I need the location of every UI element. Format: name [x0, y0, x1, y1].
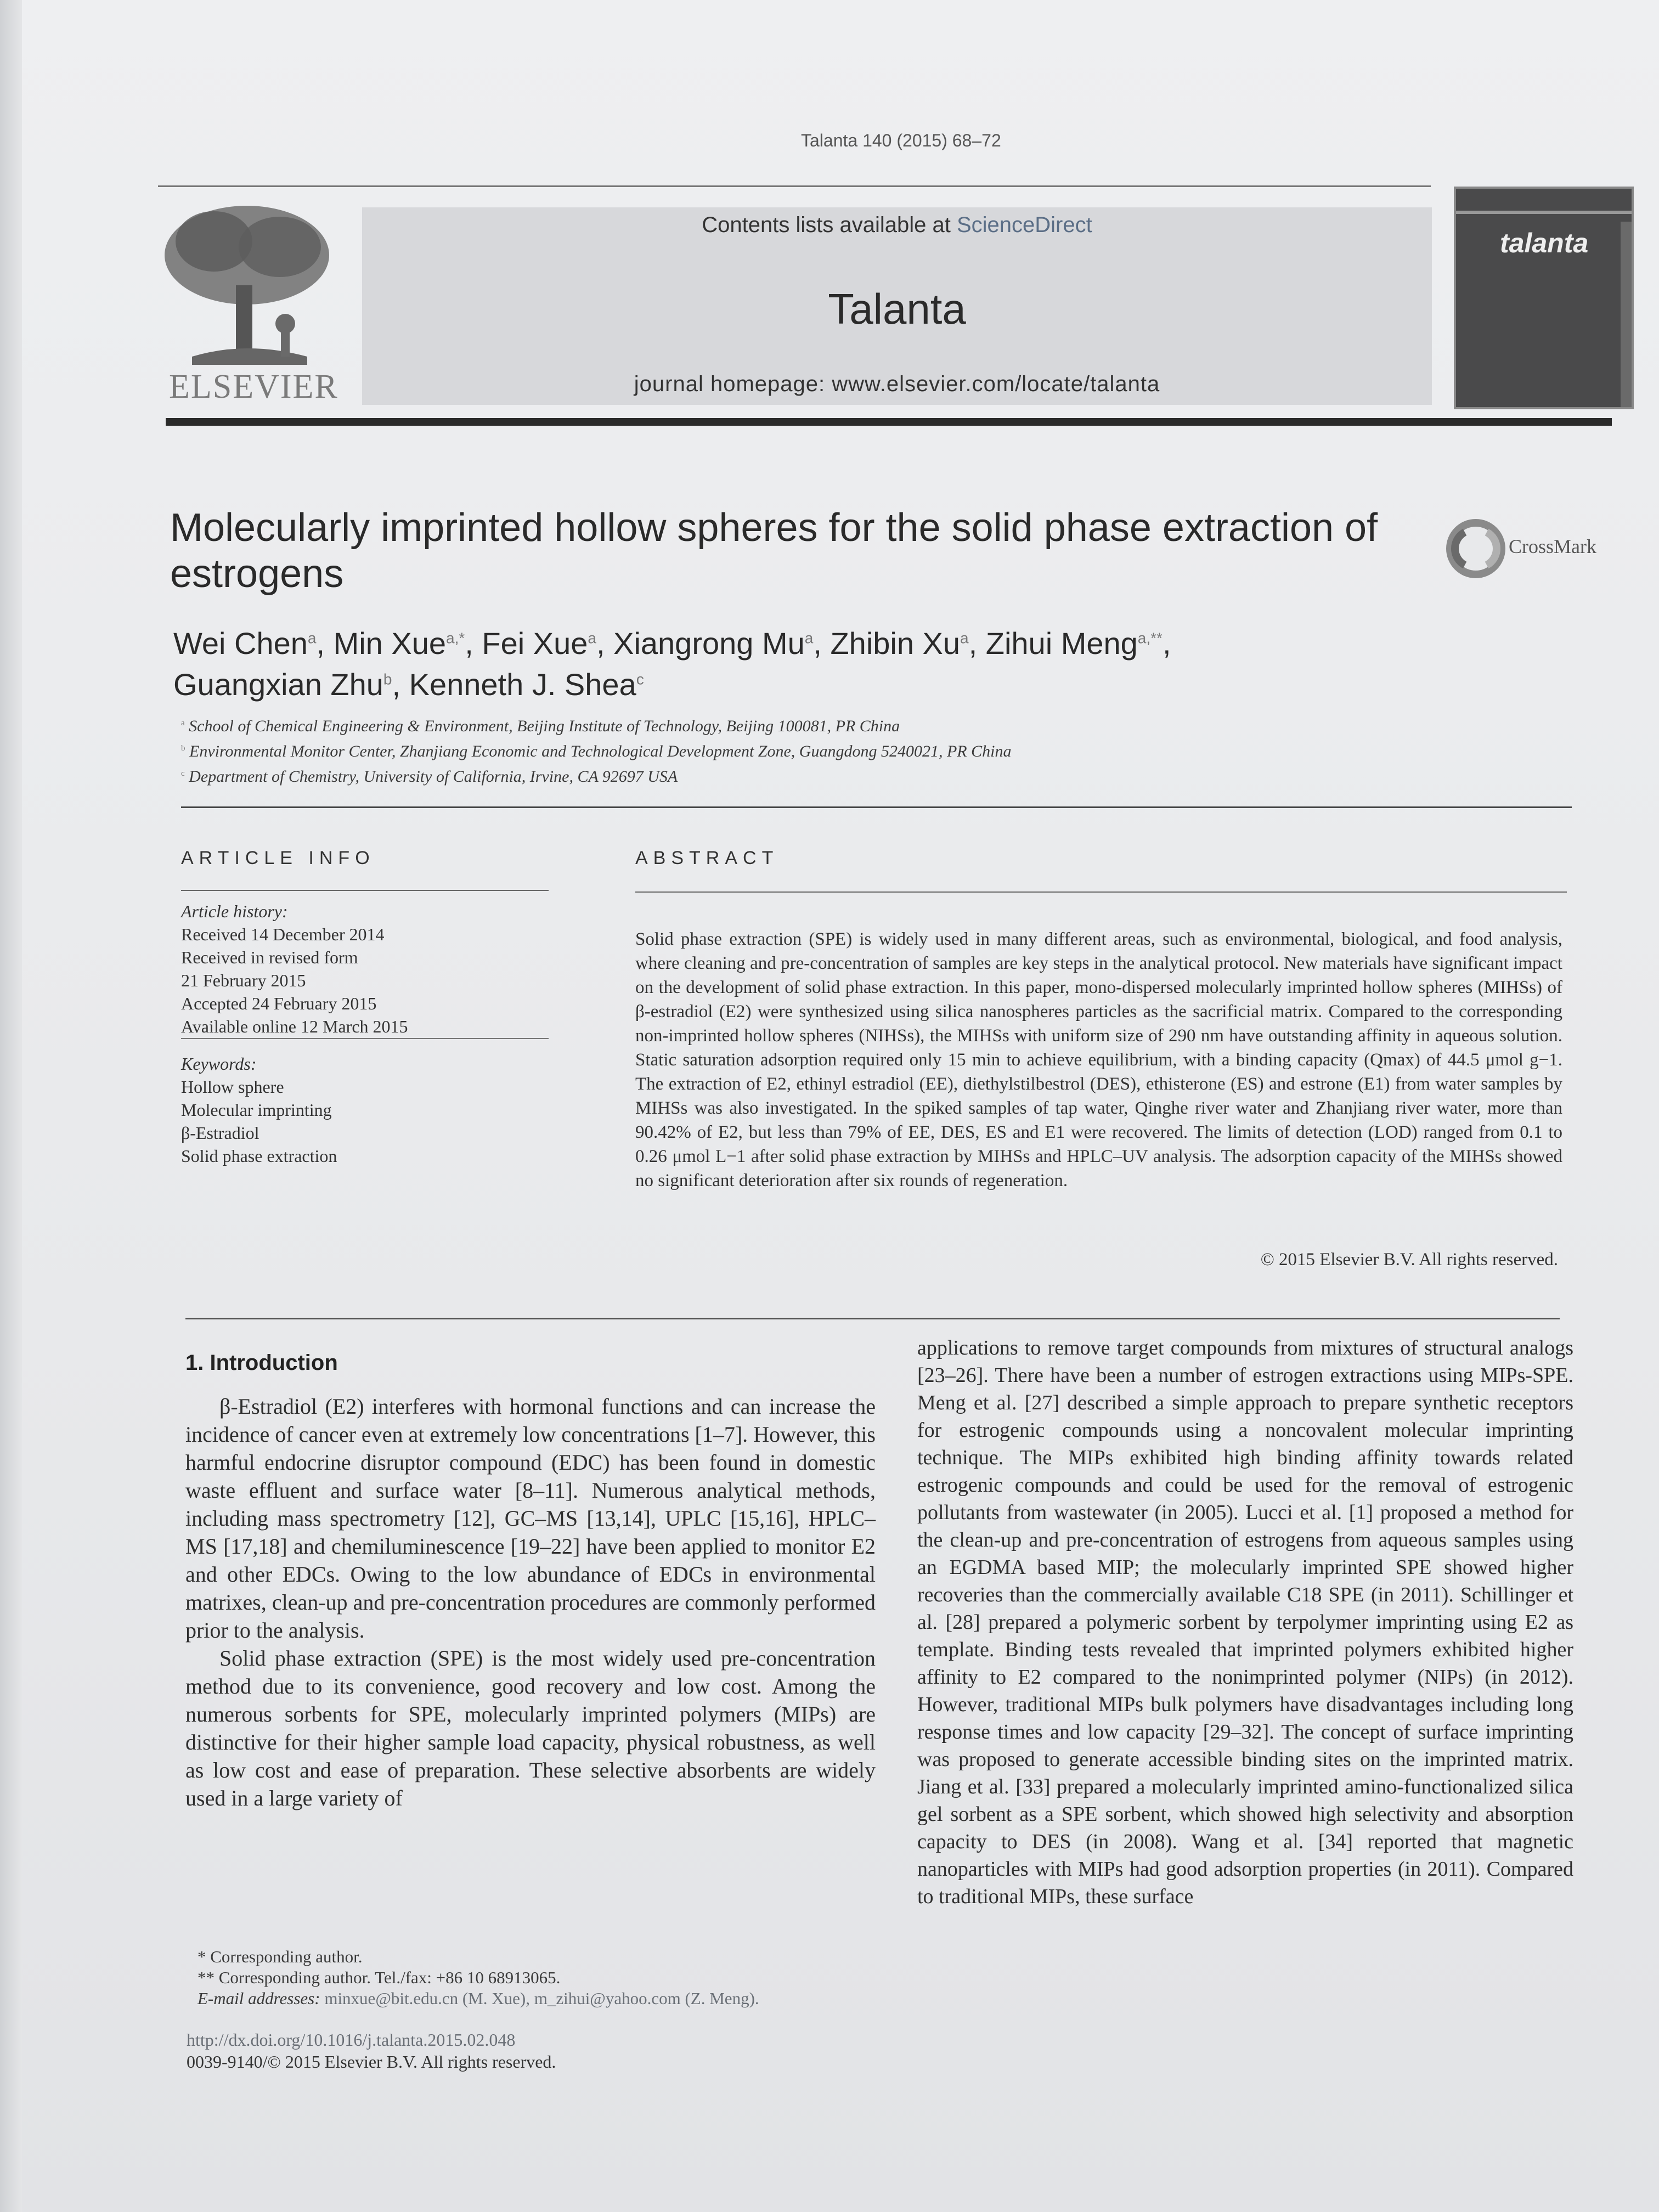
affiliation: $^b$ Environmental Monitor Center, Zhanjiang Economic and Technological Development Zone, Guangdong 5240021, PR China [181, 742, 1012, 760]
keyword: Hollow sphere [181, 1077, 284, 1097]
cover-spine [1621, 222, 1632, 407]
elsevier-logo [159, 203, 338, 406]
homepage-prefix: journal homepage: [634, 372, 832, 396]
section-heading-introduction: 1. Introduction [185, 1351, 338, 1375]
history-item: Accepted 24 February 2015 [181, 994, 377, 1013]
journal-title: Talanta [828, 285, 966, 333]
doi-link[interactable]: http://dx.doi.org/10.1016/j.talanta.2015.02.048 [187, 2030, 516, 2050]
history-item: Received in revised form [181, 947, 358, 967]
contents-prefix: Contents lists available at [702, 213, 957, 237]
author-list: Wei Chen$^a$, Min Xue$^{a,*}$, Fei Xue$^a$, Xiangrong Mu$^a$, Zhibin Xu$^a$, Zihui Meng$^{a,**}$, Guangxian Zhu$^b$, Kenneth J. Shea$^c$ [173, 625, 1171, 702]
history-rule [181, 1038, 549, 1039]
author[interactable]: Wei Chen$^a$ [173, 625, 317, 661]
header-thick-rule [166, 418, 1612, 426]
article-title: Molecularly imprinted hollow spheres for the solid phase extraction of estrogens [170, 506, 1378, 596]
cover-title: talanta [1500, 228, 1589, 258]
keywords-heading: Keywords: [181, 1054, 257, 1074]
author[interactable]: Zihui Meng$^{a,**}$ [985, 625, 1163, 661]
crossmark-label[interactable]: CrossMark [1509, 535, 1596, 557]
sciencedirect-link[interactable]: ScienceDirect [956, 213, 1092, 237]
affiliation-rule [181, 806, 1572, 808]
history-item: Received 14 December 2014 [181, 924, 385, 944]
affiliations [181, 712, 1498, 788]
author[interactable]: Fei Xue$^a$ [482, 625, 596, 661]
keywords [181, 1052, 554, 1167]
homepage-link[interactable]: www.elsevier.com/locate/talanta [832, 372, 1160, 396]
email-line [198, 1988, 883, 2009]
journal-reference: Talanta 140 (2015) 68–72 [801, 131, 1001, 150]
body-rule [185, 1318, 1560, 1319]
journal-header-box [362, 207, 1432, 405]
article-info-heading: ARTICLE INFO [181, 848, 375, 868]
author[interactable]: Guangxian Zhu$^b$ [173, 667, 392, 702]
keyword: β-Estradiol [181, 1123, 259, 1143]
paper-page [22, 0, 1659, 2212]
corresponding-author-note: ** Corresponding author. Tel./fax: +86 10 68913065. [198, 1968, 561, 1987]
elsevier-tree-icon [159, 203, 335, 368]
corresponding-author-note: * Corresponding author. [198, 1947, 363, 1966]
journal-homepage [362, 372, 1432, 397]
article-history [181, 900, 554, 1038]
footnotes [198, 1946, 883, 2009]
affiliation: $^a$ School of Chemical Engineering & Environment, Beijing Institute of Technology, Beijing 100081, PR China [181, 717, 900, 735]
history-item: Available online 12 March 2015 [181, 1017, 408, 1036]
abstract-copyright: © 2015 Elsevier B.V. All rights reserved. [1260, 1250, 1558, 1269]
author[interactable]: Xiangrong Mu$^a$ [613, 625, 814, 661]
author[interactable]: Min Xue$^{a,*}$ [333, 625, 465, 661]
affiliation: $^c$ Department of Chemistry, University of California, Irvine, CA 92697 USA [181, 768, 678, 786]
paragraph: applications to remove target compounds from mixtures of structural analogs [23–26]. There have been a number of estrogen extractions using MIPs-SPE. Meng et al. [27] described a simple approach to prepare synthetic receptors for estrogenic compounds using a noncovalent molecular imprinting technique. The MIPs exhibited high binding affinity towards related estrogenic compounds and could be used for the removal of estrogenic pollutants from wastewater (in 2005). Lucci et al. [1] proposed a method for the clean-up and pre-concentration of estrogens from aqueous samples using an EGDMA based MIP; the molecularly imprinted SPE showed higher recoveries than the commercially available C18 SPE (in 2011). Schillinger et al. [28] prepared a polymeric sorbent by terpolymer imprinting using E2 as template. Binding tests revealed that imprinted polymers exhibited higher affinity to E2 compared to the nonimprinted polymer (NIPs) (in 2012). However, traditional MIPs bulk polymers have disadvantages including long response times and low capacity [29–32]. The concept of surface imprinting was proposed to generate accessible binding sites on the imprinted matrix. Jiang et al. [33] prepared a molecularly imprinted amino-functionalized silica gel sorbent as a SPE sorbent, which showed high selectivity and absorption capacity to DES (in 2008). Wang et al. [34] reported that magnetic nanoparticles with MIPs had good adsorption properties (in 2011). Compared to traditional MIPs, these surface [917, 1336, 1573, 1908]
author[interactable]: Zhibin Xu$^a$ [830, 625, 969, 661]
top-rule [158, 185, 1431, 187]
cover-stripe [1456, 211, 1632, 214]
issn-copyright: 0039-9140/© 2015 Elsevier B.V. All rights reserved. [187, 2052, 556, 2072]
paragraph: β-Estradiol (E2) interferes with hormonal functions and can increase the incidence of cancer even at extremely low concentrations [1–7]. However, this harmful endocrine disruptor compound (EDC) has been found in domestic waste effluent and surface water [8–11]. Numerous analytical methods, including mass spectrometry [12], GC–MS [13,14], UPLC [15,16], HPLC–MS [17,18] and chemiluminescence [19–22] have been applied to monitor E2 and other EDCs. Owing to the low abundance of EDCs in environmental matrixes, clean-up and pre-concentration procedures are commonly performed prior to the analysis. [185, 1394, 876, 1643]
journal-cover-image [1454, 187, 1634, 409]
email-addresses[interactable]: minxue@bit.edu.cn (M. Xue), m_zihui@yahoo.com (Z. Meng). [324, 1989, 759, 2008]
abstract-heading: ABSTRACT [635, 848, 779, 868]
keyword: Molecular imprinting [181, 1100, 332, 1120]
contents-line [362, 213, 1432, 238]
body-column-left [185, 1392, 876, 1812]
paragraph: Solid phase extraction (SPE) is the most widely used pre-concentration method due to its convenience, good recovery and low cost. Among the numerous sorbents for SPE, molecularly imprinted polymers (MIPs) are distinctive for their higher sample load capacity, physical robustness, as well as low cost and ease of preparation. These selective absorbents are widely used in a large variety of [185, 1646, 876, 1810]
crossmark-icon[interactable] [1443, 516, 1509, 582]
keyword: Solid phase extraction [181, 1146, 337, 1166]
author[interactable]: Kenneth J. Shea$^c$ [409, 667, 644, 702]
abstract-rule [635, 891, 1567, 893]
history-heading: Article history: [181, 901, 288, 921]
email-label: E-mail addresses: [198, 1989, 320, 2008]
article-info-rule [181, 890, 549, 891]
history-item: 21 February 2015 [181, 970, 306, 990]
abstract-text: Solid phase extraction (SPE) is widely used in many different areas, such as environmental, biological, and food analysis, where cleaning and pre-concentration of samples are key steps in the analytical protocol. New materials have significant impact on the development of solid phase extraction. In this paper, mono-dispersed molecularly imprinted hollow spheres (MIHSs) of β-estradiol (E2) were synthesized using silica nanospheres particles as the sacrificial matrix. Compared to the corresponding non-imprinted hollow spheres (NIHSs), the MIHSs with uniform size of 290 nm have outstanding affinity in aqueous solution. Static saturation adsorption required only 15 min to achieve equilibrium, with a binding capacity (Qmax) of 44.5 μmol g−1. The extraction of E2, ethinyl estradiol (EE), diethylstilbestrol (DES), ethisterone (ES) and estrone (E1) from water samples by MIHSs was also investigated. In the spiked samples of tap water, Qinghe river water and Zhanjiang river water, more than 90.42% of E2, but less than 79% of EE, DES, ES and E1 were recovered. The limits of detection (LOD) ranged from 0.1 to 0.26 μmol L−1 after solid phase extraction by MIHSs and HPLC–UV analysis. The adsorption capacity of the MIHSs showed no significant deterioration after six rounds of regeneration. [635, 929, 1562, 1190]
body-column-right [917, 1334, 1573, 1910]
publisher-name: ELSEVIER [169, 368, 338, 405]
page-edge-shadow [0, 0, 22, 2212]
